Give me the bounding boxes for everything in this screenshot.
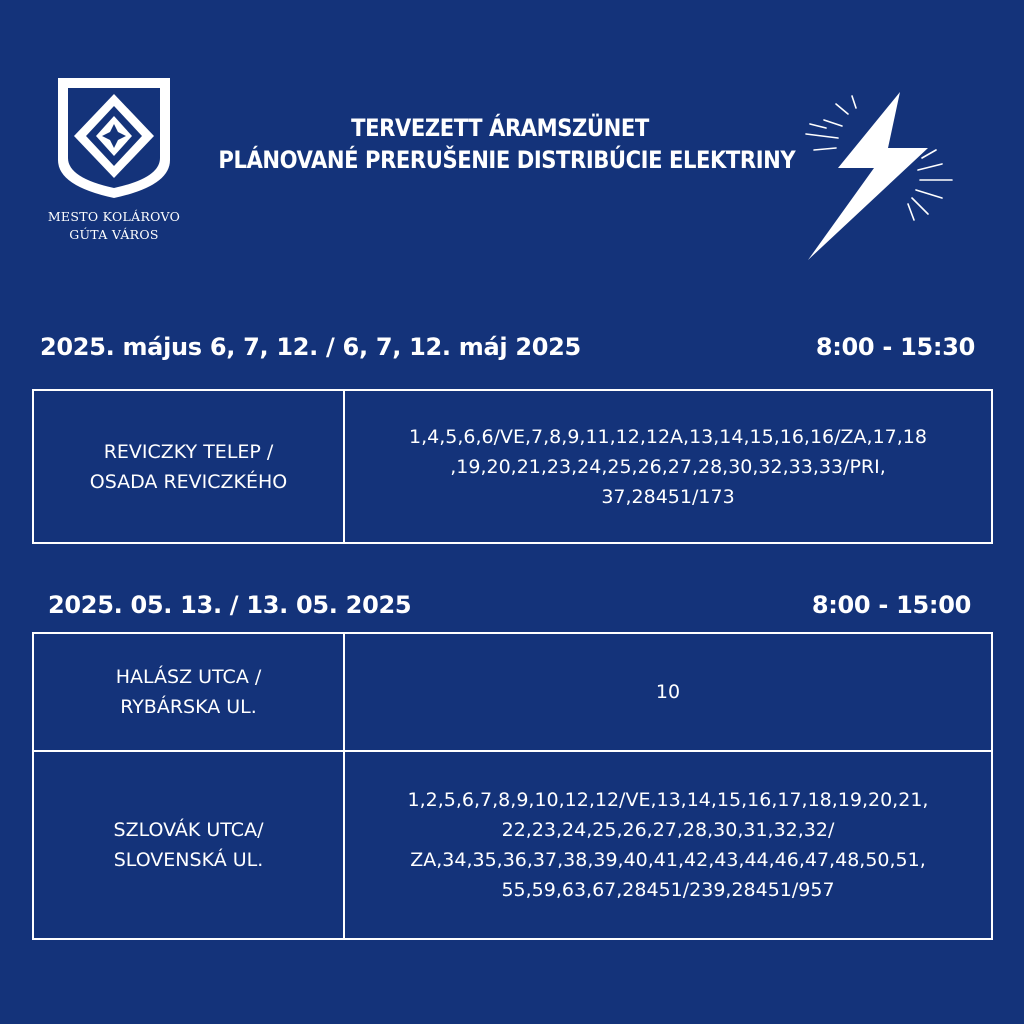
section-header <box>40 333 975 369</box>
outage-date: 2025. május 6, 7, 12. / 6, 7, 12. máj 2025 <box>40 333 581 361</box>
street-cell <box>33 633 344 751</box>
street-line: SLOVENSKÁ UL. <box>113 849 264 871</box>
numbers-line: 22,23,24,25,26,27,28,30,31,32,32/ <box>501 819 835 841</box>
crest-caption-line: GÚTA VÁROS <box>69 227 159 242</box>
numbers-line: 1,4,5,6,6/VE,7,8,9,11,12,12A,13,14,15,16,16/ZA,17,18 <box>409 425 927 448</box>
outage-date: 2025. 05. 13. / 13. 05. 2025 <box>48 591 412 619</box>
street-line: REVICZKY TELEP / <box>103 440 274 463</box>
street-line: OSADA REVICZKÉHO <box>89 470 288 493</box>
table-row <box>33 633 992 751</box>
table-row <box>33 751 992 939</box>
outage-table <box>32 632 993 940</box>
street-cell <box>33 390 344 543</box>
house-numbers-cell <box>344 633 992 751</box>
lightning-bolt-icon <box>796 86 966 266</box>
town-crest-icon <box>58 78 170 198</box>
street-line: SZLOVÁK UTCA/ <box>113 819 264 841</box>
street-cell <box>33 751 344 939</box>
numbers-line: 1,2,5,6,7,8,9,10,12,12/VE,13,14,15,16,17,18,19,20,21, <box>407 789 929 811</box>
outage-table <box>32 389 993 544</box>
street-line: RYBÁRSKA UL. <box>120 696 257 718</box>
house-numbers-cell <box>344 751 992 939</box>
numbers-line: 55,59,63,67,28451/239,28451/957 <box>501 879 835 901</box>
crest-caption-line: MESTO KOLÁROVO <box>47 209 181 224</box>
street-line: HALÁSZ UTCA / <box>115 666 262 688</box>
numbers-line: ZA,34,35,36,37,38,39,40,41,42,43,44,46,47,48,50,51, <box>410 849 926 871</box>
title-line-hu: TERVEZETT ÁRAMSZÜNET <box>351 114 649 142</box>
numbers-line: 37,28451/173 <box>601 485 735 508</box>
outage-time: 8:00 - 15:30 <box>815 333 975 361</box>
crest-caption <box>34 208 194 244</box>
numbers-line: ,19,20,21,23,24,25,26,27,28,30,32,33,33/PRI, <box>450 455 886 478</box>
numbers-line: 10 <box>655 681 681 703</box>
outage-time: 8:00 - 15:00 <box>811 591 971 619</box>
title-line-sk: PLÁNOVANÉ PRERUŠENIE DISTRIBÚCIE ELEKTRINY <box>218 146 796 174</box>
section-header <box>40 591 975 627</box>
house-numbers-cell <box>344 390 992 543</box>
table-row <box>33 390 992 543</box>
page-title <box>180 112 820 176</box>
